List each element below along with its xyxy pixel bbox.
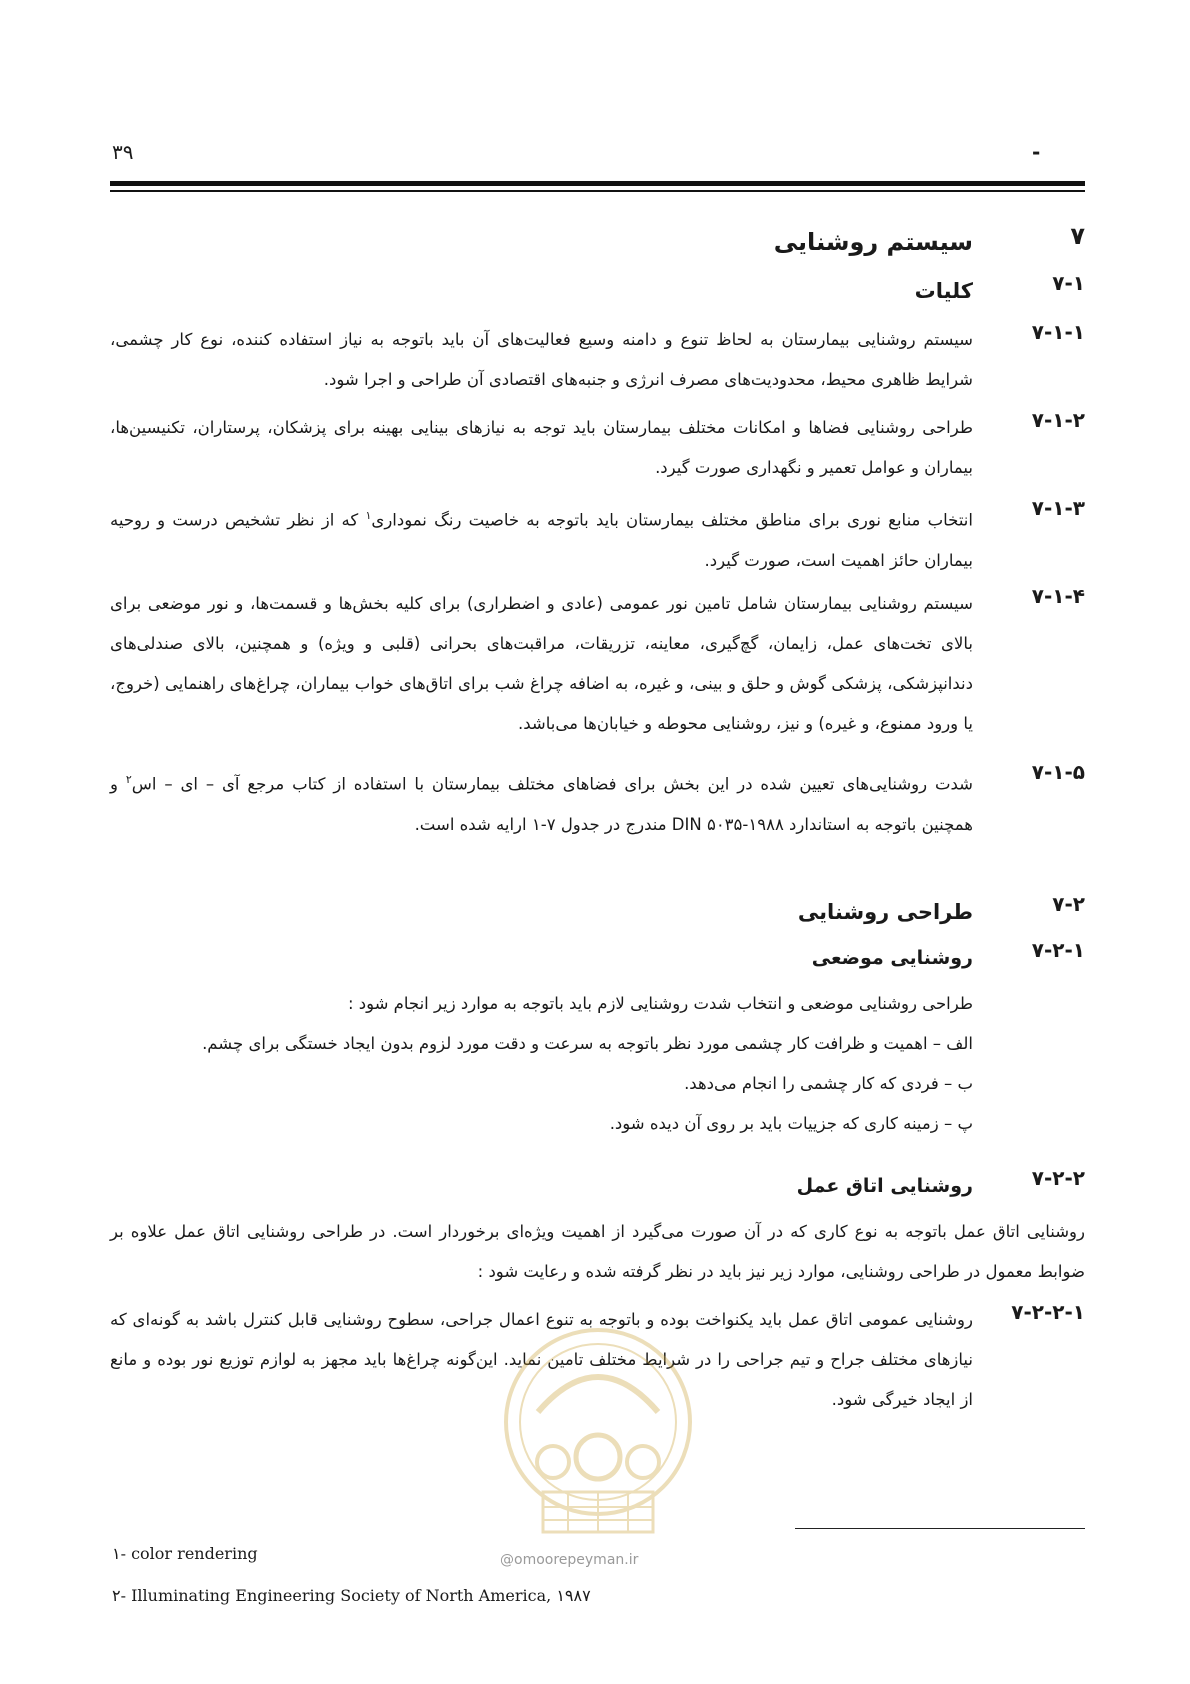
- paragraph-text: روشنایی اتاق عمل باتوجه به نوع کاری که در آن صورت می‌گیرد از اهمیت ویژه‌ای برخوردار است. در طراحی روشنایی اتاق عمل علاوه بر ضوابط معمول در طراحی روشنایی، موارد زیر نیز باید در نظر گرفته شده و رعایت شود :: [110, 1222, 1085, 1281]
- subsection-title: روشنایی اتاق عمل: [796, 1175, 973, 1197]
- paragraph-7-1-4: [110, 584, 1085, 744]
- footnote-ref-1: ۱: [365, 509, 372, 522]
- paragraph-text: طراحی روشنایی فضاها و امکانات مختلف بیمارستان باید توجه به نیازهای بینایی بهینه برای پزشکان، پرستاران، تکنیسین‌ها، بیماران و عوامل تعمیر و نگهداری صورت گیرد.: [110, 418, 973, 477]
- header-rule-thick: [110, 181, 1085, 186]
- section-heading-lighting-design: [110, 892, 1085, 932]
- subsection-heading-local-lighting: [110, 938, 1085, 978]
- paragraph-7-1-1: [110, 320, 1085, 400]
- list-intro: طراحی روشنایی موضعی و انتخاب شدت روشنایی لازم باید باتوجه به موارد زیر انجام شود :: [347, 994, 973, 1013]
- paragraph-text: سیستم روشنایی بیمارستان شامل تامین نور عمومی (عادی و اضطراری) برای کلیه بخش‌ها و قسمت‌ها، و نور موضعی برای بالای تخت‌های عمل، زایمان، گچ‌گیری، معاینه، تزریقات، مراقبت‌های بحرانی (قلبی و ویژه) و همچنین، بالای صندلی‌های دندانپزشکی، پزشکی گوش و حلق و بینی، و غیره، به اضافه چراغ شب برای اتاق‌های خواب بیماران، چراغ‌های راهنمایی (خروج، یا ورود ممنوع، و غیره) و نیز، روشنایی محوطه و خیابان‌ها می‌باشد.: [110, 594, 973, 733]
- paragraph-number: ۷-۱-۱: [1031, 320, 1085, 344]
- list-item-alef: الف – اهمیت و ظرافت کار چشمی مورد نظر باتوجه به سرعت و دقت مورد لزوم بدون ایجاد خستگی برای چشم.: [202, 1034, 973, 1053]
- footnote-ref-2: ۲: [125, 773, 132, 786]
- chapter-title: سیستم روشنایی: [773, 228, 973, 256]
- section-title: کلیات: [914, 279, 973, 303]
- section-number: ۷-۱: [1052, 271, 1085, 295]
- subsection-title: روشنایی موضعی: [811, 947, 973, 969]
- paragraph-7-1-2: [110, 408, 1085, 488]
- section-number: ۷-۲: [1052, 892, 1085, 916]
- paragraph-number: ۷-۱-۳: [1031, 496, 1085, 520]
- watermark-seal-icon: [498, 1322, 698, 1582]
- watermark-site: @omoorepeyman.ir: [500, 1552, 639, 1568]
- header-rule-thin: [110, 190, 1085, 192]
- list-item-pe: پ – زمینه کاری که جزییات باید بر روی آن دیده شود.: [609, 1114, 973, 1133]
- paragraph-text-part2: و همچنین باتوجه به استاندارد DIN ۵۰۳۵-۱۹۸۸ مندرج در جدول ۷-۱ ارایه شده است.: [110, 774, 973, 834]
- paragraph-text: سیستم روشنایی بیمارستان به لحاظ تنوع و دامنه وسیع فعالیت‌های آن باید باتوجه به نیاز استفاده کننده، نوع کار چشمی، شرایط ظاهری محیط، محدودیت‌های مصرف انرژی و جنبه‌های اقتصادی آن طراحی و اجرا شود.: [110, 330, 973, 389]
- subsection-number: ۷-۲-۱: [1031, 938, 1085, 962]
- paragraph-7-1-5: [110, 760, 1085, 845]
- paragraph-text: [110, 760, 973, 845]
- paragraph-number: ۷-۱-۵: [1031, 760, 1085, 784]
- section-title: طراحی روشنایی: [797, 900, 973, 924]
- subsection-heading-operating-room: [110, 1166, 1085, 1206]
- header-dash: -: [1032, 140, 1041, 164]
- paragraph-text: روشنایی عمومی اتاق عمل باید یکنواخت بوده و باتوجه به تنوع اعمال جراحی، سطوح روشنایی قابل کنترل باشد به گونه‌ای که نیازهای مختلف جراح و تیم جراحی را در شرایط مختلف تامین نماید. این‌گونه چراغ‌ها باید مجهز به لوازم توزیع نور بوده و مانع از ایجاد خیرگی شود.: [110, 1310, 973, 1409]
- section-heading-general: [110, 271, 1085, 311]
- paragraph-text-part1: انتخاب منابع نوری برای مناطق مختلف بیمارستان باید باتوجه به خاصیت رنگ نموداری: [371, 510, 973, 530]
- list-item-be: ب – فردی که کار چشمی را انجام می‌دهد.: [684, 1074, 973, 1093]
- footnote-2: ۲- Illuminating Engineering Society of North America, ۱۹۸۷: [112, 1586, 591, 1605]
- footnote-divider: [795, 1528, 1085, 1529]
- footnote-1: ۱- color rendering: [112, 1544, 258, 1563]
- chapter-number: ۷: [1070, 222, 1085, 250]
- page-number: ۳۹: [112, 140, 134, 164]
- local-lighting-list: [110, 984, 1085, 1144]
- operating-room-intro: [110, 1212, 1085, 1292]
- paragraph-number: ۷-۲-۲-۱: [1011, 1300, 1085, 1324]
- paragraph-number: ۷-۱-۴: [1031, 584, 1085, 608]
- chapter-heading: [110, 222, 1085, 262]
- paragraph-text: [110, 496, 973, 581]
- paragraph-text-part2: که از نظر تشخیص درست و روحیه بیماران حائز اهمیت است، صورت گیرد.: [110, 510, 973, 570]
- subsection-number: ۷-۲-۲: [1031, 1166, 1085, 1190]
- paragraph-7-1-3: [110, 496, 1085, 581]
- paragraph-number: ۷-۱-۲: [1031, 408, 1085, 432]
- paragraph-text-part1: شدت روشنایی‌های تعیین شده در این بخش برای فضاهای مختلف بیمارستان با استفاده از کتاب مرجع آی – ای – اس: [131, 774, 973, 794]
